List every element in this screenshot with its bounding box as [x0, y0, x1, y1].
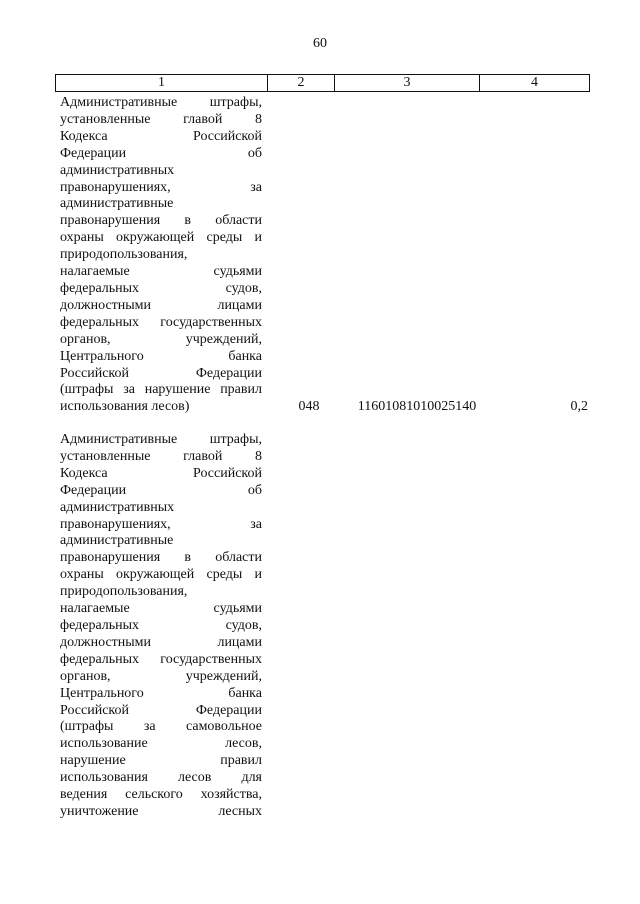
description-line: должностными лицами	[60, 634, 262, 650]
description-line: Российской Федерации	[60, 365, 262, 381]
description-line: нарушение правил	[60, 753, 262, 769]
description-line: Административные штрафы,	[60, 432, 262, 447]
description-line: федеральных государственных	[60, 651, 262, 667]
value-cell: 0,2	[570, 399, 588, 414]
description-line: Центрального банка	[60, 685, 262, 701]
description-line: органов, учреждений,	[60, 668, 262, 684]
description-line: (штрафы за нарушение правил	[60, 382, 262, 398]
description-line: Кодекса Российской	[60, 465, 262, 481]
row-description	[60, 95, 262, 416]
description-line: правонарушения в области	[60, 550, 262, 566]
description-line: охраны окружающей среды и	[60, 567, 262, 583]
description-line: использования лесов)	[60, 399, 190, 415]
description-line: использования лесов для	[60, 770, 262, 786]
table-row	[60, 432, 590, 821]
header-cell-4: 4	[480, 75, 590, 92]
description-line: установленные главой 8	[60, 448, 262, 464]
description-line: Федерации об	[60, 145, 262, 161]
description-line: Кодекса Российской	[60, 128, 262, 144]
description-line: должностными лицами	[60, 297, 262, 313]
description-line: природопользования,	[60, 247, 188, 263]
description-line: налагаемые судьями	[60, 601, 262, 617]
header-cell-2: 2	[268, 75, 335, 92]
description-line: ведения сельского хозяйства,	[60, 787, 262, 803]
description-line: природопользования,	[60, 584, 188, 600]
description-line: налагаемые судьями	[60, 264, 262, 280]
description-line: административные	[60, 196, 174, 212]
header-row	[56, 75, 590, 92]
description-line: уничтожение лесных	[60, 803, 262, 819]
kbk-code-cell: 11601081010025140	[357, 399, 477, 414]
description-line: федеральных государственных	[60, 314, 262, 330]
column-number-header	[55, 74, 590, 92]
description-line: правонарушениях, за	[60, 179, 262, 195]
description-line: административных	[60, 499, 175, 515]
description-line: Административные штрафы,	[60, 95, 262, 110]
description-line: использование лесов,	[60, 736, 262, 752]
description-line: административные	[60, 533, 174, 549]
page-number: 60	[313, 36, 327, 51]
description-line: правонарушениях, за	[60, 516, 262, 532]
table-row	[60, 95, 590, 416]
description-line: правонарушения в области	[60, 213, 262, 229]
header-cell-3: 3	[335, 75, 480, 92]
description-line: органов, учреждений,	[60, 331, 262, 347]
description-line: федеральных судов,	[60, 617, 262, 633]
description-line: (штрафы за самовольное	[60, 719, 262, 735]
admin-code-cell: 048	[298, 399, 320, 414]
description-line: установленные главой 8	[60, 111, 262, 127]
description-line: Центрального банка	[60, 348, 262, 364]
description-line: Российской Федерации	[60, 702, 262, 718]
row-description	[60, 432, 262, 821]
description-line: административных	[60, 162, 175, 178]
description-line: охраны окружающей среды и	[60, 230, 262, 246]
description-line: федеральных судов,	[60, 280, 262, 296]
header-cell-1: 1	[56, 75, 268, 92]
description-line: Федерации об	[60, 482, 262, 498]
